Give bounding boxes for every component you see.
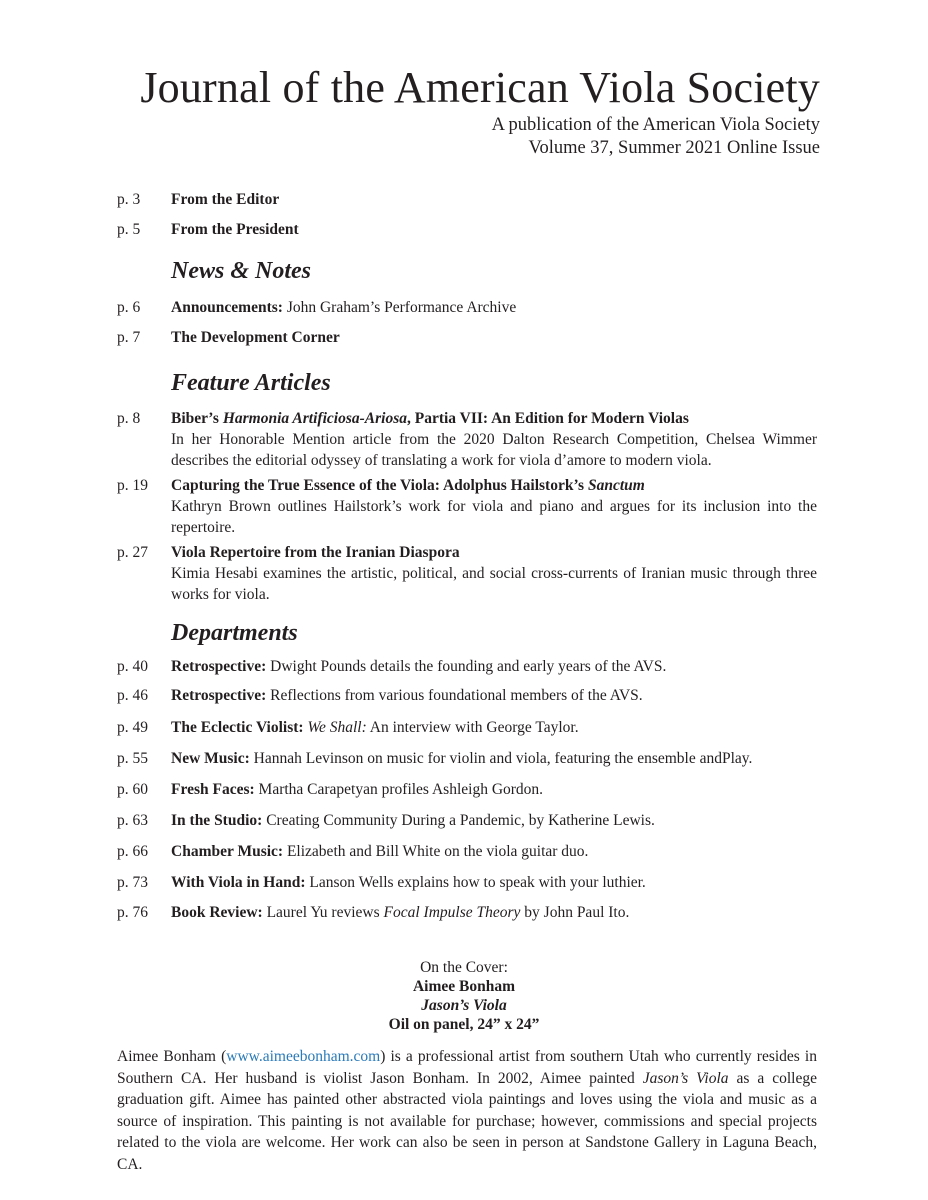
toc-entry[interactable]	[117, 748, 817, 769]
entry-label: Announcements:	[171, 299, 283, 316]
toc-entry[interactable]	[117, 685, 817, 706]
toc-entry[interactable]	[117, 656, 817, 677]
toc-entry[interactable]	[117, 810, 817, 831]
page-number: p. 27	[117, 544, 148, 561]
page-number: p. 5	[117, 221, 141, 238]
journal-header	[140, 62, 820, 160]
artist-bio: Aimee Bonham (www.aimeebonham.com) is a professional artist from southern Utah who currently resides in Southern CA. Her husband is violist Jason Bonham. In 2002, Aimee painted Jason’s Viola as a college graduation gift. Aimee has painted other abstracted viola paintings and loves using the viola and music as a source of inspiration. This painting is not available for purchase; however, commissions and special projects related to the viola are welcome. Her work can also be seen in person at Sandstone Gallery in Laguna Beach, CA.	[117, 1048, 817, 1173]
entry-title: Biber’s Harmonia Artificiosa-Ariosa, Partia VII: An Edition for Modern Violas	[171, 410, 689, 427]
section-heading-features: Feature Articles	[171, 370, 331, 396]
page-number: p. 8	[117, 410, 141, 427]
entry-label: With Viola in Hand:	[171, 874, 306, 891]
page-number: p. 49	[117, 719, 148, 736]
cover-credit	[0, 958, 928, 1034]
cover-label: On the Cover:	[420, 959, 508, 976]
entry-label: Chamber Music:	[171, 843, 284, 860]
entry-label: Fresh Faces:	[171, 781, 255, 798]
entry-text: Martha Carapetyan profiles Ashleigh Gordon.	[254, 781, 544, 798]
section-heading-departments: Departments	[171, 620, 298, 646]
toc-entry[interactable]	[117, 219, 817, 240]
entry-label: The Development Corner	[171, 329, 340, 346]
entry-text: Laurel Yu reviews	[262, 904, 384, 921]
page-number: p. 76	[117, 904, 148, 921]
entry-text: Hannah Levinson on music for violin and viola, featuring the ensemble andPlay.	[249, 750, 753, 767]
page-number: p. 46	[117, 687, 148, 704]
entry-text: Elizabeth and Bill White on the viola guitar duo.	[283, 843, 589, 860]
entry-label: Book Review:	[171, 904, 263, 921]
entry-description: Kathryn Brown outlines Hailstork’s work for viola and piano and argues for its inclusion into the repertoire.	[171, 498, 817, 536]
toc-entry[interactable]	[117, 408, 817, 471]
page-number: p. 60	[117, 781, 148, 798]
entry-label: Retrospective:	[171, 687, 267, 704]
toc-entry[interactable]	[117, 717, 817, 738]
page-number: p. 66	[117, 843, 148, 860]
entry-label: In the Studio:	[171, 812, 263, 829]
entry-italic: Focal Impulse Theory	[383, 904, 521, 921]
toc-entry[interactable]	[117, 189, 817, 210]
entry-text: An interview with George Taylor.	[366, 719, 579, 736]
page-number: p. 40	[117, 658, 148, 675]
section-heading-news: News & Notes	[171, 258, 311, 284]
toc-entry[interactable]	[117, 779, 817, 800]
cover-medium: Oil on panel, 24” x 24”	[388, 1016, 540, 1033]
toc-entry[interactable]	[117, 872, 817, 893]
page-number: p. 6	[117, 299, 141, 316]
journal-volume: Volume 37, Summer 2021 Online Issue	[528, 138, 820, 158]
toc-entry[interactable]	[117, 297, 817, 318]
page-number: p. 55	[117, 750, 148, 767]
page-number: p. 63	[117, 812, 148, 829]
journal-title: Journal of the American Viola Society	[140, 63, 820, 112]
entry-label: The Eclectic Violist:	[171, 719, 304, 736]
page-number: p. 73	[117, 874, 148, 891]
entry-label: New Music:	[171, 750, 250, 767]
entry-text: Reflections from various foundational members of the AVS.	[266, 687, 643, 704]
entry-title: Capturing the True Essence of the Viola: Adolphus Hailstork’s Sanctum	[171, 477, 645, 494]
entry-description: Kimia Hesabi examines the artistic, political, and social cross-currents of Iranian music through three works for viola.	[171, 565, 817, 603]
toc-entry[interactable]	[117, 902, 817, 923]
toc-entry[interactable]	[117, 841, 817, 862]
toc-entry[interactable]	[117, 327, 817, 348]
entry-label: Retrospective:	[171, 658, 267, 675]
cover-artist: Aimee Bonham	[412, 978, 516, 995]
page-number: p. 3	[117, 191, 141, 208]
page-number: p. 19	[117, 477, 148, 494]
toc-entry[interactable]	[117, 542, 817, 605]
entry-text: Dwight Pounds details the founding and early years of the AVS.	[266, 658, 667, 675]
toc-entry[interactable]	[117, 475, 817, 538]
entry-text: John Graham’s Performance Archive	[282, 299, 517, 316]
entry-italic: We Shall:	[303, 719, 367, 736]
entry-text: by John Paul Ito.	[520, 904, 630, 921]
entry-title: Viola Repertoire from the Iranian Diaspora	[171, 544, 460, 561]
artist-website-link[interactable]: www.aimeebonham.com	[226, 1048, 381, 1065]
entry-text: Lanson Wells explains how to speak with your luthier.	[305, 874, 646, 891]
entry-description: In her Honorable Mention article from the 2020 Dalton Research Competition, Chelsea Wimmer describes the editorial odyssey of translating a work for viola d’amore to modern viola.	[171, 431, 817, 469]
entry-text: Creating Community During a Pandemic, by Katherine Lewis.	[262, 812, 655, 829]
entry-title: From the Editor	[171, 191, 280, 208]
entry-title: From the President	[171, 221, 299, 238]
journal-subtitle: A publication of the American Viola Society	[491, 115, 820, 135]
cover-work-title: Jason’s Viola	[421, 997, 507, 1014]
page-number: p. 7	[117, 329, 141, 346]
